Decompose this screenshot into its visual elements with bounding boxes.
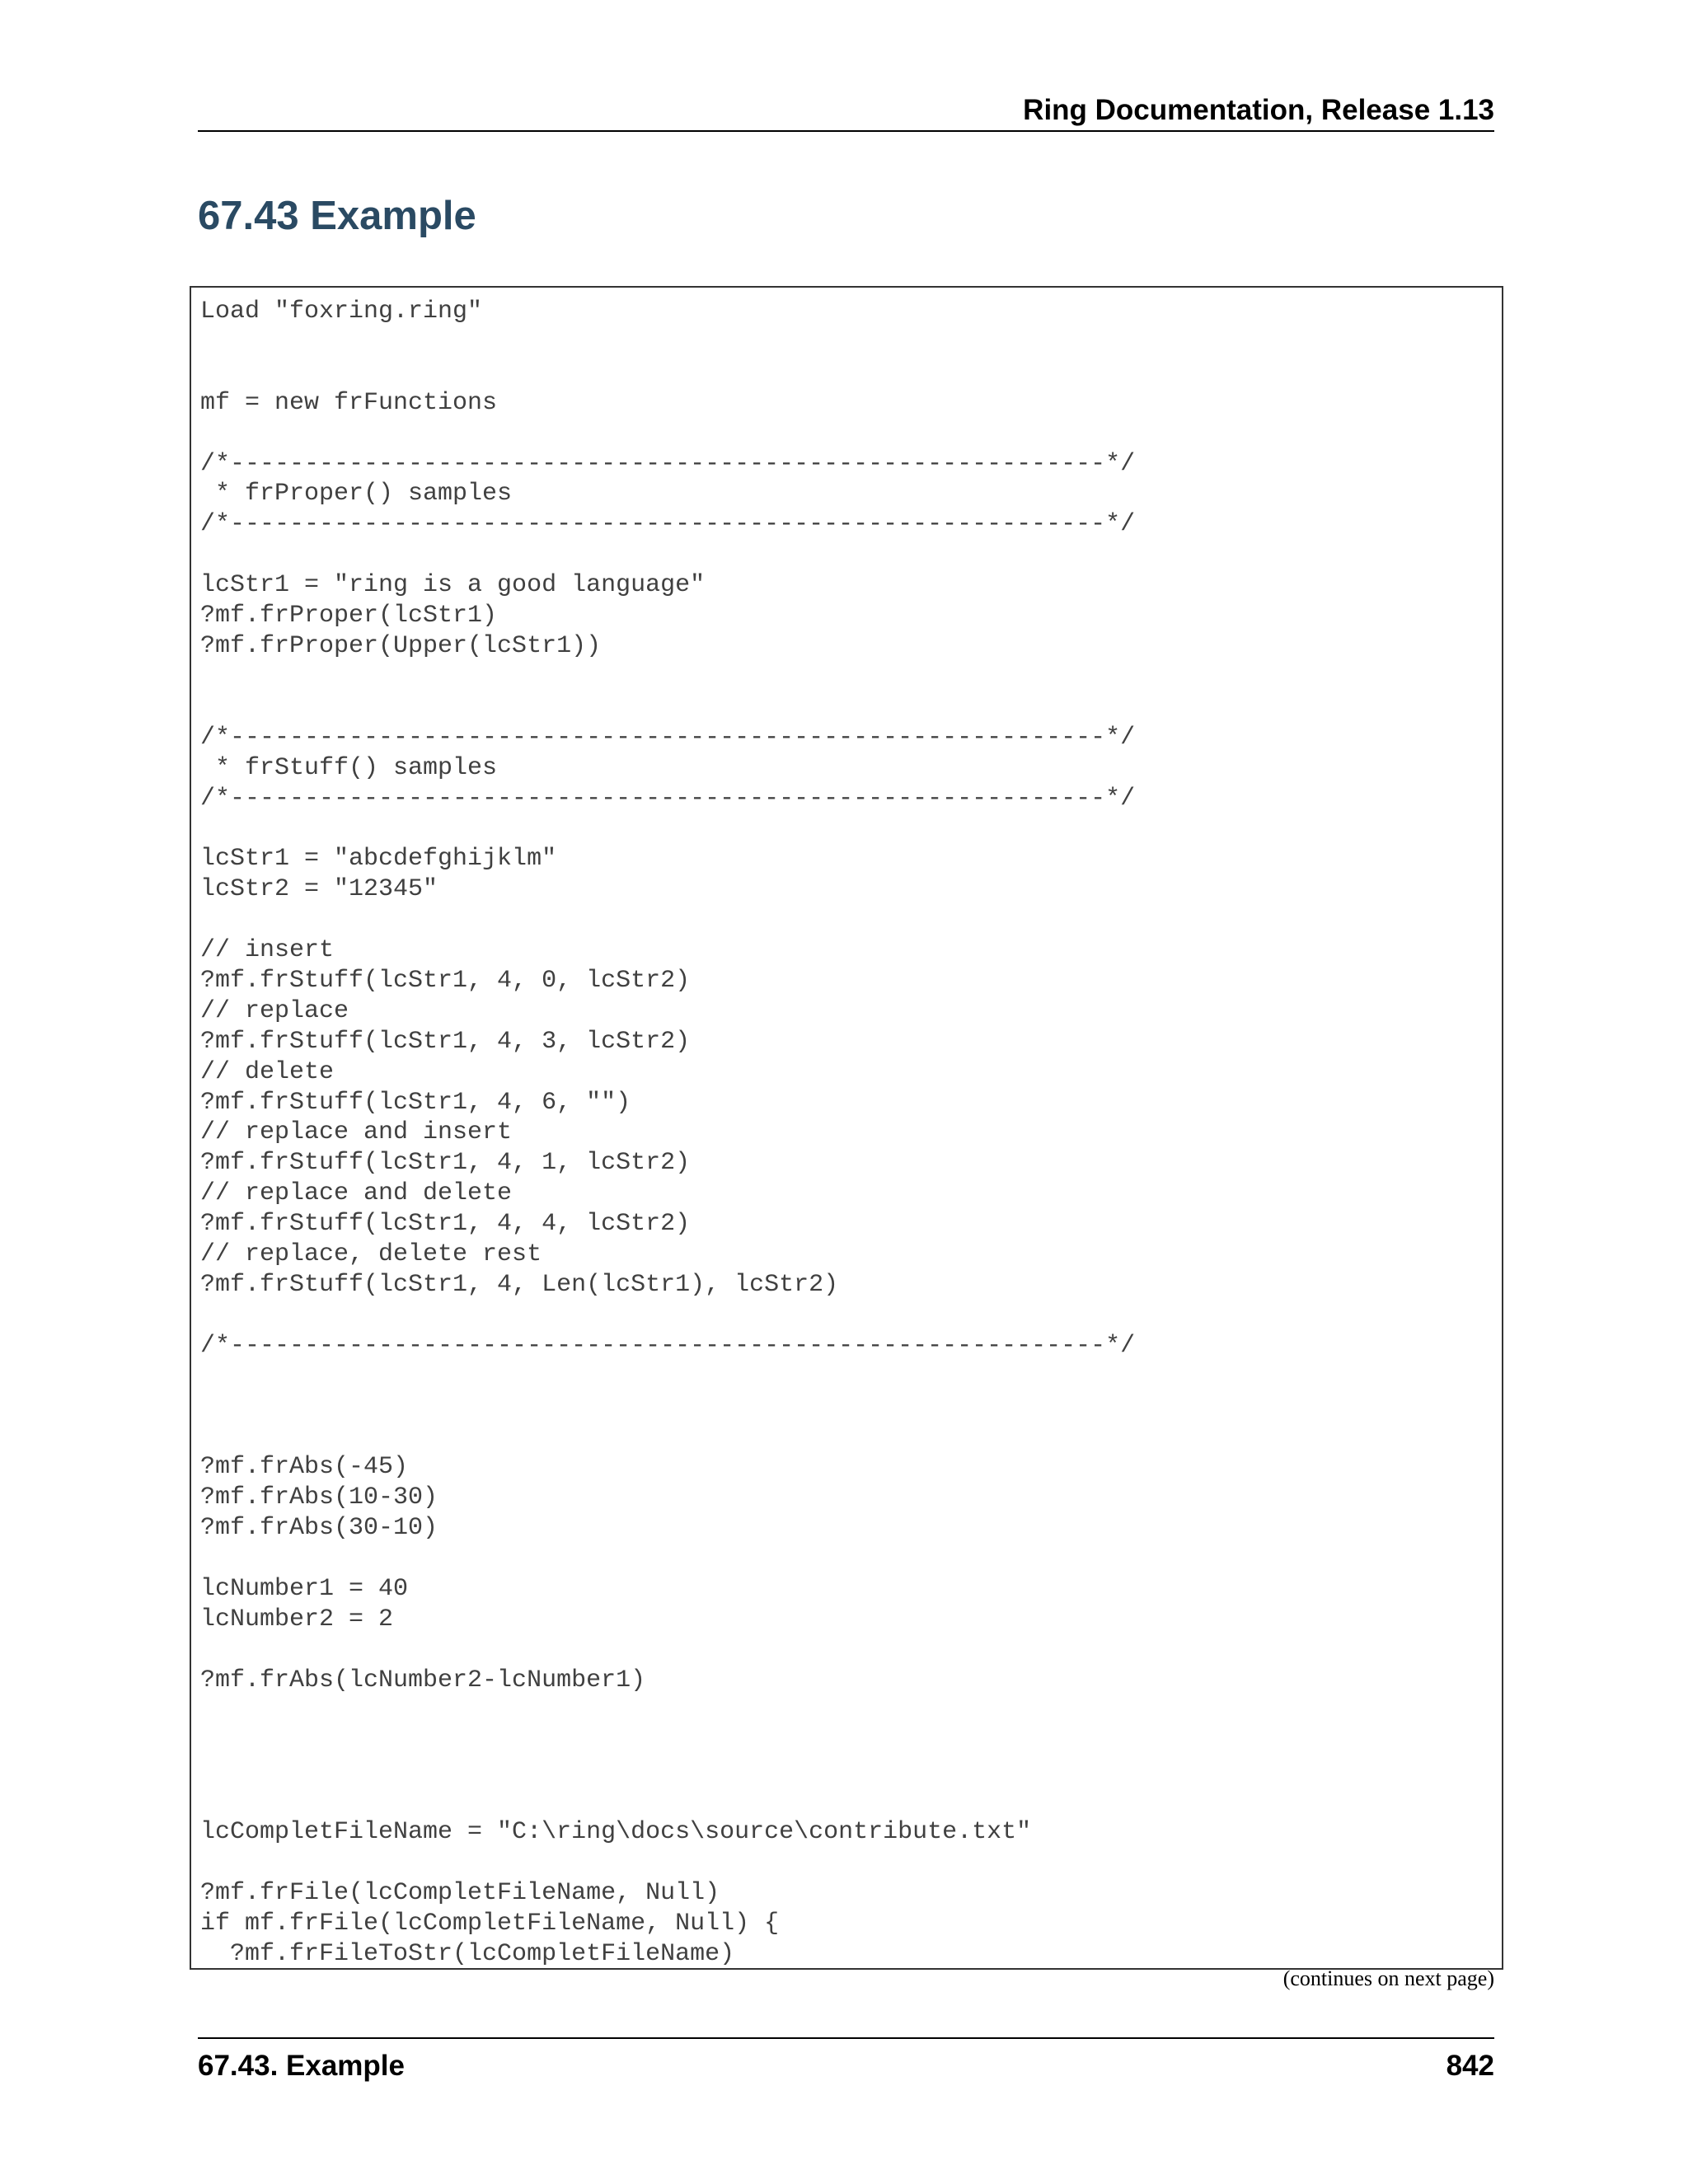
section-heading: 67.43 Example — [198, 194, 476, 238]
page-header — [198, 91, 1494, 132]
footer-section-label: 67.43. Example — [198, 2050, 405, 2082]
code-block — [190, 286, 1503, 1970]
page-number: 842 — [1446, 2050, 1494, 2082]
document-title: Ring Documentation, Release 1.13 — [1023, 94, 1494, 126]
continues-note: (continues on next page) — [1282, 1966, 1494, 1990]
page-footer — [198, 2037, 1494, 2082]
code-listing: Load "foxring.ring" mf = new frFunctions /*-----------------------------------------------------------*/ * frProper() samples /*-----------------------------------------------------------*/ lcStr1 = "ring is a good language" ?mf.frProper(lcStr1) ?mf.frProper(Upper(lcStr1)) /*-----------------------------------------------------------*/ * frStuff() samples /*-----------------------------------------------------------*/ lcStr1 = "abcdefghijklm" lcStr2 = "12345" // insert ?mf.frStuff(lcStr1, 4, 0, lcStr2) // replace ?mf.frStuff(lcStr1, 4, 3, lcStr2) // delete ?mf.frStuff(lcStr1, 4, 6, "") // replace and insert ?mf.frStuff(lcStr1, 4, 1, lcStr2) // replace and delete ?mf.frStuff(lcStr1, 4, 4, lcStr2) // replace, delete rest ?mf.frStuff(lcStr1, 4, Len(lcStr1), lcStr2) /*-----------------------------------------------------------*/ ?mf.frAbs(-45) ?mf.frAbs(10-30) ?mf.frAbs(30-10) lcNumber1 = 40 lcNumber2 = 2 ?mf.frAbs(lcNumber2-lcNumber1) lcCompletFileName = "C:\ring\docs\source\contribute.txt" ?mf.frFile(lcCompletFileName, Null) if mf.frFile(lcCompletFileName, Null) { ?mf.frFileToStr(lcCompletFileName) — [200, 298, 1136, 1968]
